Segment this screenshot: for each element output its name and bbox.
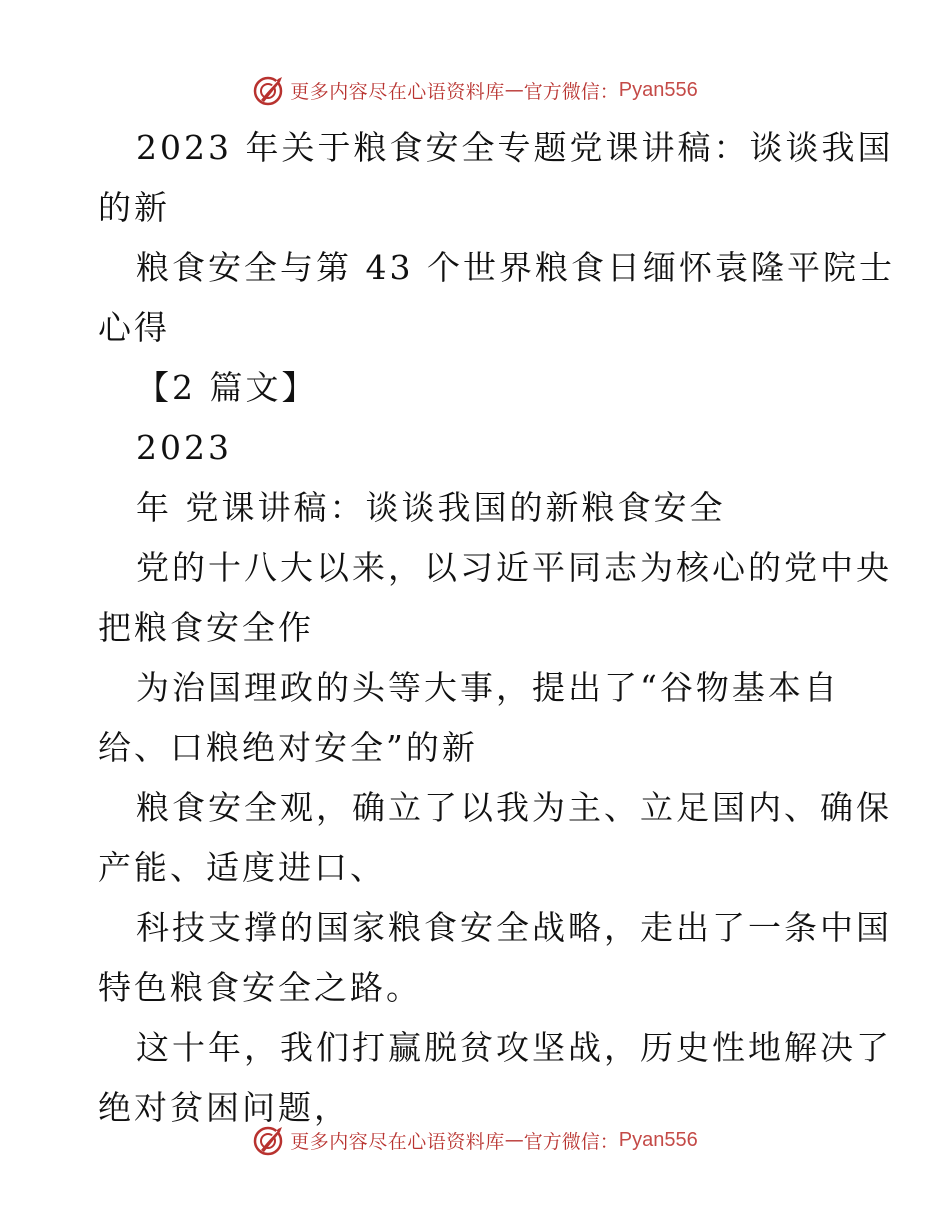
paragraph-line: 特色粮食安全之路。 — [98, 968, 422, 1007]
title-line-1: 2023 年关于粮食安全专题党课讲稿：谈谈我国 — [136, 128, 894, 167]
title-line-3: 粮食安全与第 43 个世界粮食日缅怀袁隆平院士 — [136, 248, 895, 287]
banner-dash: — — [504, 79, 524, 101]
wechat-handle: Pyan556 — [618, 78, 698, 101]
paragraph-line: 为治国理政的头等大事，提出了“谷物基本自 — [136, 668, 840, 707]
site-name: 更多内容尽在心语资料库 — [290, 1130, 505, 1153]
banner-dash: — — [504, 1129, 524, 1151]
paragraph-line: 这十年，我们打赢脱贫攻坚战，历史性地解决了 — [136, 1028, 892, 1067]
paragraph-line: 粮食安全观，确立了以我为主、立足国内、确保 — [136, 788, 892, 827]
article-count: 【2 篇文】 — [136, 368, 318, 407]
quill-pen-logo-icon — [252, 1123, 286, 1157]
footer-banner — [0, 1120, 950, 1160]
wechat-label: 官方微信： — [523, 1130, 619, 1153]
header-banner — [0, 70, 950, 110]
paragraph-line: 党的十八大以来，以习近平同志为核心的党中央 — [136, 548, 892, 587]
paragraph-line: 产能、适度进口、 — [98, 848, 386, 887]
quill-pen-logo-icon — [252, 73, 286, 107]
title-line-2: 的新 — [98, 188, 170, 227]
site-name: 更多内容尽在心语资料库 — [290, 80, 505, 103]
title-line-4: 心得 — [98, 308, 170, 347]
paragraph-line: 绝对贫困问题， — [98, 1088, 350, 1127]
paragraph-line: 给、口粮绝对安全”的新 — [98, 728, 478, 767]
section-heading: 年 党课讲稿：谈谈我国的新粮食安全 — [136, 488, 726, 527]
wechat-handle: Pyan556 — [618, 1128, 698, 1151]
paragraph-line: 把粮食安全作 — [98, 608, 314, 647]
year-line: 2023 — [136, 428, 232, 467]
wechat-label: 官方微信： — [523, 80, 619, 103]
document-body — [98, 118, 895, 1138]
paragraph-line: 科技支撑的国家粮食安全战略，走出了一条中国 — [136, 908, 892, 947]
